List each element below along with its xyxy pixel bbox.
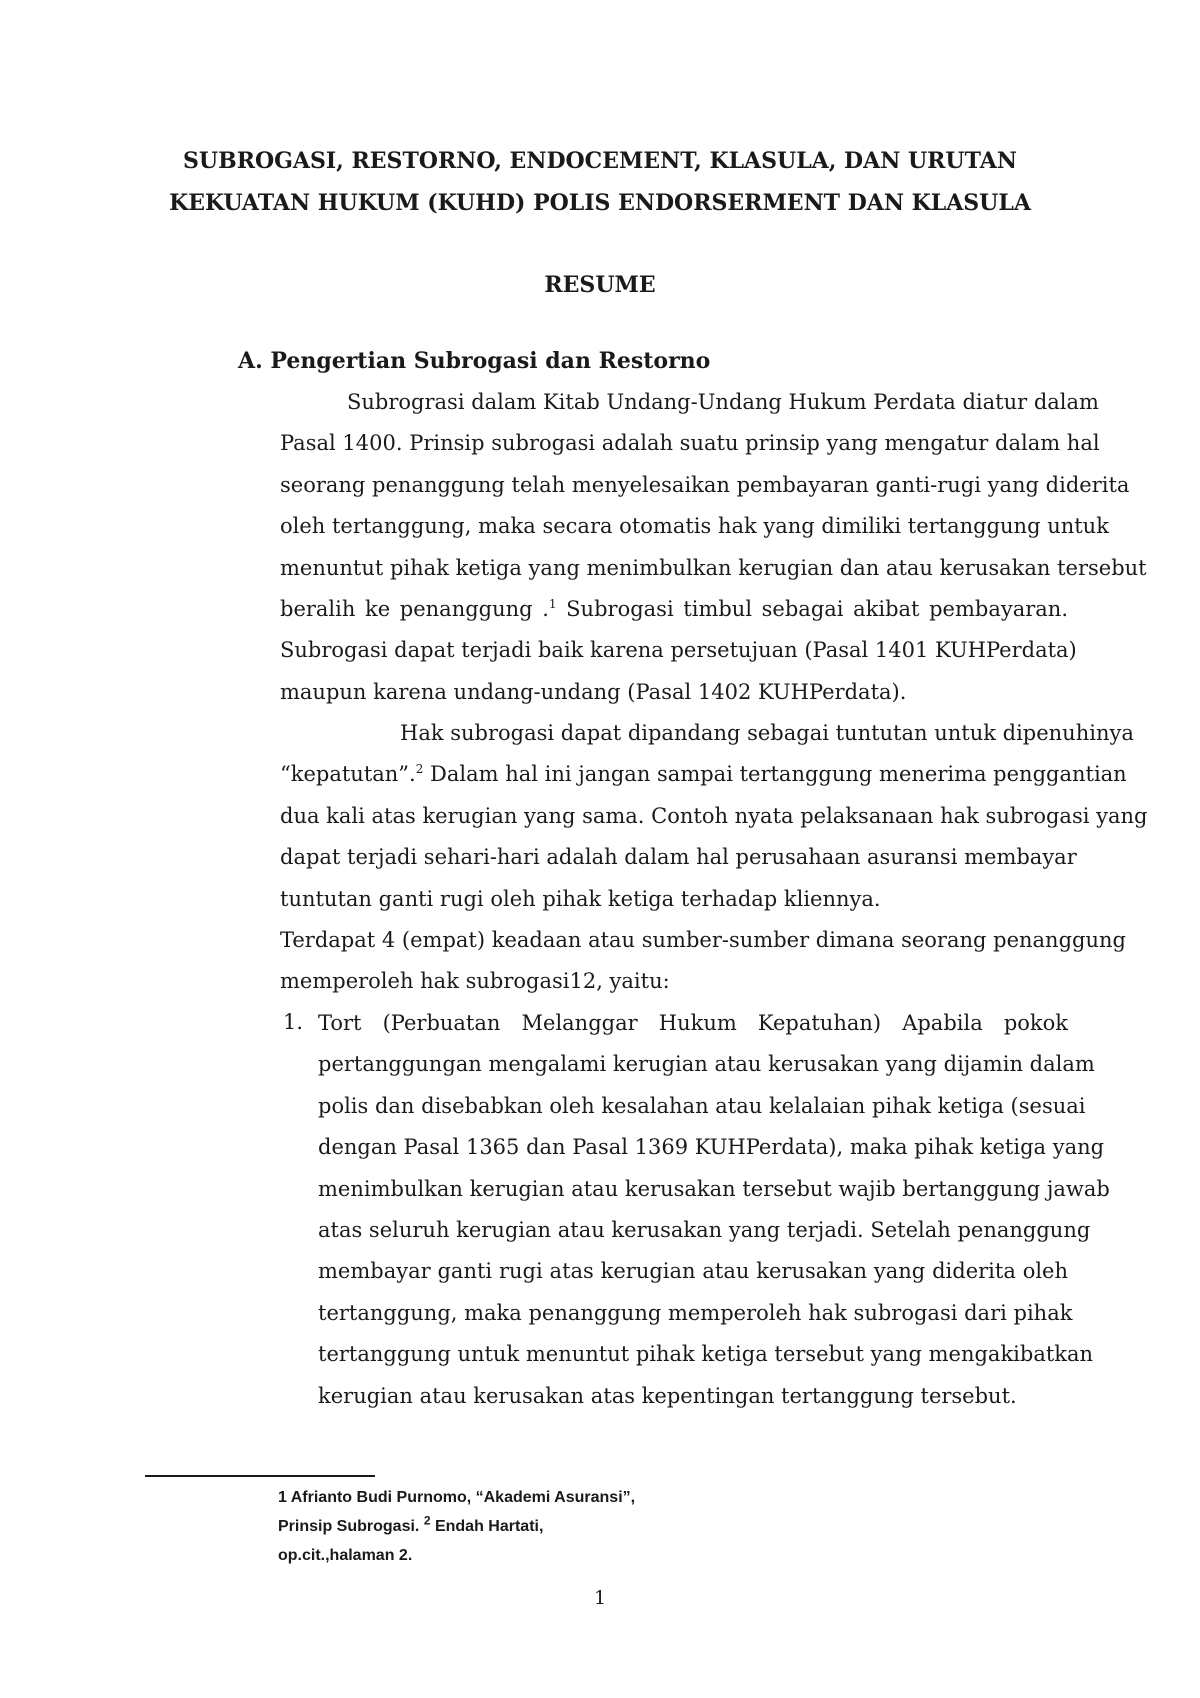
paragraph-3-line: Terdapat 4 (empat) keadaan atau sumber-sumber dimana seorang penanggung (280, 928, 1126, 952)
footnote-line-head: Prinsip Subrogasi. (278, 1518, 420, 1535)
document-subtitle: RESUME (544, 272, 656, 298)
footnote-separator (145, 1475, 375, 1477)
footnote-line: op.cit.,halaman 2. (278, 1547, 413, 1564)
list-item-1-line: kerugian atau kerusakan atas kepentingan tertanggung tersebut. (318, 1383, 1017, 1408)
paragraph-1-line: menuntut pihak ketiga yang menimbulkan kerugian dan atau kerusakan tersebut (280, 555, 1147, 580)
list-item-1-line: membayar ganti rugi atas kerugian atau kerusakan yang diderita oleh (318, 1259, 1068, 1284)
paragraph-2 (280, 713, 1148, 920)
list-item-1-line: dengan Pasal 1365 dan Pasal 1369 KUHPerdata), maka pihak ketiga yang (318, 1135, 1105, 1160)
paragraph-1-line: seorang penanggung telah menyelesaikan pembayaran ganti-rugi yang diderita (280, 472, 1130, 497)
list-item-1-line: menimbulkan kerugian atau kerusakan tersebut wajib bertanggung jawab (318, 1176, 1110, 1201)
list-item-1-line: polis dan disebabkan oleh kesalahan atau kelalaian pihak ketiga (sesuai (318, 1093, 1086, 1118)
paragraph-1-line: oleh tertanggung, maka secara otomatis hak yang dimiliki tertanggung untuk (280, 514, 1109, 539)
list-item-1-line: Tort (Perbuatan Melanggar Hukum Kepatuhan) Apabila pokok (318, 1011, 1068, 1035)
section-a-heading: A. Pengertian Subrogasi dan Restorno (238, 348, 711, 374)
paragraph-2-line-tail: Dalam hal ini jangan sampai tertanggung menerima penggantian (430, 762, 1127, 787)
list-item-number: 1. (283, 1010, 304, 1034)
footnote-ref-2-marker: 2 (423, 1513, 431, 1528)
footnote-ref-2: 2 (415, 762, 424, 777)
footnote-line: 1 Afrianto Budi Purnomo, “Akademi Asuransi”, (278, 1489, 636, 1506)
paragraph-1-line: Subrograsi dalam Kitab Undang-Undang Hukum Perdata diatur dalam (347, 390, 1099, 414)
paragraph-2-line: Hak subrogasi dapat dipandang sebagai tuntutan untuk dipenuhinya (400, 721, 1134, 745)
paragraph-1-line: maupun karena undang-undang (Pasal 1402 KUHPerdata). (280, 679, 907, 704)
paragraph-2-line: tuntutan ganti rugi oleh pihak ketiga terhadap kliennya. (280, 886, 881, 911)
list-item-1-line: tertanggung untuk menuntut pihak ketiga tersebut yang mengakibatkan (318, 1342, 1094, 1367)
footnote-ref-1: 1 (548, 596, 557, 611)
footnote-line-with-ref (278, 1512, 635, 1541)
paragraph-1-line: Subrogasi dapat terjadi baik karena persetujuan (Pasal 1401 KUHPerdata) (280, 638, 1077, 663)
list-item-1-line: tertanggung, maka penanggung memperoleh hak subrogasi dari pihak (318, 1300, 1073, 1325)
paragraph-2-line-head: “kepatutan”. (280, 762, 416, 787)
footnote-line-tail: Endah Hartati, (434, 1518, 544, 1535)
page-number: 1 (593, 1587, 607, 1609)
paragraph-1-line-tail: Subrogasi timbul sebagai akibat pembayaran. (566, 596, 1068, 621)
list-item-1-line: atas seluruh kerugian atau kerusakan yang terjadi. Setelah penanggung (318, 1217, 1091, 1242)
document-title-line-1: SUBROGASI, RESTORNO, ENDOCEMENT, KLASULA, DAN URUTAN (183, 148, 1017, 174)
paragraph-2-line-with-footnote (280, 754, 1127, 795)
footnote-block (278, 1483, 635, 1570)
paragraph-3-line: memperoleh hak subrogasi12, yaitu: (280, 969, 670, 994)
paragraph-2-line: dapat terjadi sehari-hari adalah dalam hal perusahaan asuransi membayar (280, 845, 1077, 870)
paragraph-2-line: dua kali atas kerugian yang sama. Contoh nyata pelaksanaan hak subrogasi yang (280, 803, 1148, 828)
paragraph-3 (280, 920, 1126, 1003)
paragraph-1-line: Pasal 1400. Prinsip subrogasi adalah suatu prinsip yang mengatur dalam hal (280, 431, 1100, 456)
list-item-1 (318, 1003, 1110, 1417)
paragraph-1-line-with-footnote (280, 589, 1068, 630)
paragraph-1-line-head: beralih ke penanggung . (280, 596, 549, 621)
document-title-line-2: KEKUATAN HUKUM (KUHD) POLIS ENDORSERMENT DAN KLASULA (169, 190, 1031, 216)
list-item-1-line: pertanggungan mengalami kerugian atau kerusakan yang dijamin dalam (318, 1052, 1095, 1077)
paragraph-1 (280, 382, 1147, 713)
